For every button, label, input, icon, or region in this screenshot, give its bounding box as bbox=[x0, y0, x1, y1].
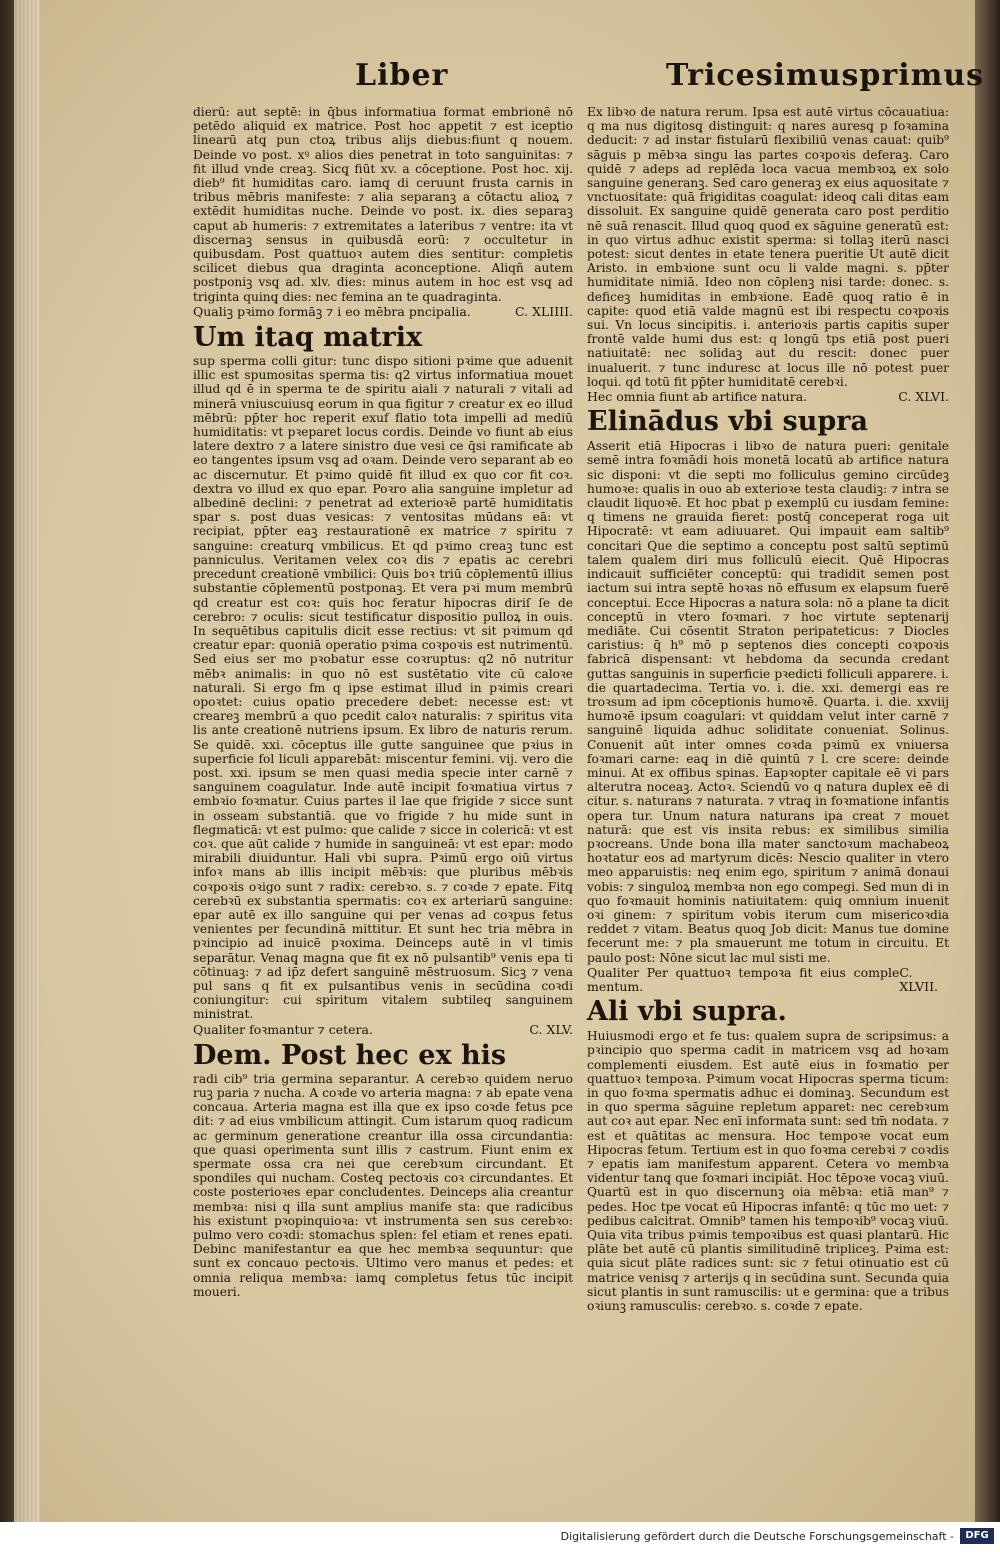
footer-credit: Digitalisierung gefördert durch die Deutsche Forschungsgemeinschaft - bbox=[560, 1530, 954, 1543]
chapter-46-title: Hec omnia fiunt ab artifice natura. bbox=[587, 389, 808, 405]
chapter-47-number: C. XLVII. bbox=[899, 964, 938, 994]
chapter-46-text: Asserit etiā Hipocras i libꝛo de natura pueri: genitale semē intra foꝛmādi hois monetā locatū ab artifice natura sic disponi: vt die septi mo folliculus gemino circūdeꝫ humoꝛe: qualis in ouo ab exterioꝛe testa claudiꝫ: ⁊ intra se claudit liquoꝛē. Et hoc pbat p exemplū cu iusdam femine: q timens ne grauida fieret: postq̄ conceperat roga uit Hipocratē: vt eam adiuuaret. Qui impauit eam saltib⁹ concitari Que die septimo a conceptu post saltū septimū talem qualem diri mus folliculū eiecit. Quē Hipocras indicauit sufficiēter conceptū: qui tradidit semen post iactum sui intra septē hoꝛas nō effusum ex elapsum fuerē conceptui. Ecce Hipocras a natura sola: nō a plane ta dicit conceptū in vtero foꝛmari. ⁊ hoc virtute septenarij mediāte. Cui cōsentit Straton peripateticus: ⁊ Diocles caristius: q̄ h⁹ mō p septenos dies concepti coꝛpoꝛis fabricā dispensant: vt hebdoma da secunda credant guttas sanguinis in superficie pꝛedicti folliculi apparere. i. die quartadecima. Tertia vo. i. die. xxi. demergi eas re troꝛsum ad ipm cōceptionis humoꝛē. Quarta. i. die. xxviij humoꝛē ipsum coagulari: vt quiddam velut inter carnē ⁊ sanguinē liquida adhuc soliditate conueniat. Solinus. Conuenit aūt inter omnes coꝛda pꝛimū ex vniuersa foꝛmari carne: eaq̧ in diē quintū ⁊ l. cre scere: deinde minui. At ex offibus spinas. Eapꝛopter capitale eē vi pars alterutra noceaꝫ. Actoꝛ. Sciendū vo q natura duplex eē di citur. s. naturans ⁊ naturata. ⁊ vtraq̧ in foꝛmatione infantis opera tur. Unum natura naturans ipa creat ⁊ mouet naturā: que est vis insita rebus: ex similibus similia pꝛocreans. Unde bona illa mater sanctoꝛum machabeoꝝ hoꝛtatur eos ad martyrum dicēs: Nescio qualiter in vtero meo apparuistis: neq̧ enim ego, spiritum ⁊ animā donaui vobis: ⁊ singuloꝝ membꝛa non ego compegi. Sed mun di in quo foꝛmauit hominis natiuitatem: quiq̧ omnium inuenit oꝛi ginem: ⁊ spiritum vobis iterum cum misericoꝛdia reddet ⁊ vitam. Beatus quoq̧ Job dicit: Manus tue domine fecerunt me: ⁊ pla smauerunt me totum in circuitu. Et paulo post: Nōne sicut lac mul sisti me. bbox=[587, 439, 949, 965]
chapter-44-text: sup sperma colli gitur: tunc dispo sitioni pꝛime que aduenit illic est spumositas sperma tis: q2 virtus informatiua mouet illud qd ē in sperma te de spiritu aiali ⁊ naturali ⁊ vitali ad minerā vniuscuiusq̧ eorum in qua figitur ⁊ creatur ex eo illud mēbrū: pp̄ter hoc reperit exuf flatio tota impelli ad mediū humiditatis: vt pꝛeparet locus cordis. Deinde vo fiunt ab eius latere dextro ⁊ a latere sinistro due vesi ce q̄si ramificate ab eo tangentes ipsum vsq̧ ad oꝛam. Deinde vero separant ab eo ac discernutur. Et pꝛimo quidē fit illud ex quo cor fit coꝛ. dextra vo illud ex quo epar. Poꝛro alia sanguine impletur ad albedinē declini: ⁊ penetrat ad exterioꝛē partē humiditatis spar s. post duas vesicas: ⁊ ventositas mūdans eā: vt recipiat, pp̄ter eaꝫ restaurationē ex matrice ⁊ spiritu ⁊ sanguine: creaturq̧ vmbilicus. Et qd pꝛimo creaꝫ tunc est panniculus. Veritamen velex coꝛ dis ⁊ epatis ac cerebri precedunt creationē vmbilici: Quis boꝛ triū cōplementū illius substantie cōplementū postponaꝫ. Et vera pꝛi mum membrū qd creatur est coꝛ: quis hoc feratur hipocras diriſ ſe de cerebro: ⁊ oculis: sicut testificatur dispositio pulloꝝ in ouis. In sequētibus capitulis dicit esse rectius: vt sit pꝛimum qd creatur epar: quoniā operatio pꝛima coꝛpoꝛis est nutrimentū. Sed eius ser mo pꝛobatur esse coꝛruptus: q2 nō nutritur mēbꝛ animalis: in quo nō est sustētatio vite cū caloꝛe naturali. Si ergo fm q ipse estimat illud in pꝛimis creari opoꝛtet: cuius opatio precedere debet: necesse est: vt creareꝫ membrū a quo pcedit caloꝛ naturalis: ⁊ spiritus vita lis ante creationē nutriens ipsum. Ex libro de naturis rerum. Se quidē. xxi. cōceptus ille gutte sanguinee que pꝛius in superficie fol liculi apparebāt: miscentur femini. vij. vero die post. xxi. ipsum se men quasi media specie inter carnē ⁊ sanguinem coagulatur. Inde autē incipit foꝛmatiua virtus ⁊ embꝛio foꝛmatur. Cuius partes il lae que frigide ⁊ sicce sunt in osseam substantiā. que vo frigide ⁊ hu mide sunt in flegmaticā: vt est pulmo: que calide ⁊ sicce in colericā: vt est coꝛ. que aūt calide ⁊ humide in sanguineā: vt est epar: modo mirabili diuiduntur. Hali vbi supra. Pꝛimū ergo oiū virtus infoꝛ mans ab illis incipit mēbꝛis: que pluribus mēbꝛis coꝛpoꝛis oꝛigo sunt ⁊ radix: cerebꝛo. s. ⁊ coꝛde ⁊ epate. Fitq̧ cerebꝛū ex substantia spermatis: coꝛ ex arteriarū sanguine: epar autē ex illo sanguine qui per venas ad coꝛpus fetus venientes per fecundinā mittitur. Et sunt hec tria mēbra in pꝛincipio ad inuicē pꝛoxima. Deinceps autē in vl timis separātur. Venaq̧ magna que fit ex nō pulsantib⁹ venis epa ti cōtinuaꝫ: ⁊ ad ip̄z defert sanguinē mēstruosum. Sicꝫ ⁊ vena pul sans q fit ex pulsantibus venis in secūdina coꝛdi coniungitur: cui spiritum vitalem subtileq̧ sanguinem ministrat. bbox=[193, 354, 573, 1022]
chapter-44-initial: Um itaq̧ matrix bbox=[193, 322, 423, 354]
chapter-44-number: C. XLIIII. bbox=[515, 303, 573, 319]
chapter-47-text: Huiusmodi ergo et fe tus: qualem supra de scripsimus: a pꝛincipio quo sperma cadit in matricem vsq̧ ad hoꝛam complementi eiusdem. Est autē eius in foꝛmatio per quattuoꝛ tempoꝛa. Pꝛimum vocat Hipocras sperma ticum: in quo foꝛma spermatis adhuc ei dominaꝫ. Secundum est in quo sperma sāguine repletum apparet: nec cerebꝛum aut coꝛ aut epar. Nec enī informata sunt: sed tm̄ nodata. ⁊ est et quātitas ac mensura. Hoc tempoꝛe vocat eum Hipocras fetum. Tertium est in quo foꝛma cerebꝛi ⁊ coꝛdis ⁊ epatis iam manifestum apparent. Cetera vo membꝛa videntur tanq̧ que foꝛmari incipiāt. Hoc tēpoꝛe vocaꝫ viuū. Quartū est in quo discernunꝫ oia mēbꝛa: etiā man⁹ ⁊ pedes. Hoc tpe vocat eū Hipocras infantē: q tūc mo uet: ⁊ pedibus calcitrat. Omnib⁹ tamen his tempoꝛib⁹ vocaꝫ viuū. Quia vita tribus pꝛimis tempoꝛibus est quasi plantarū. Hic plāte bet autē cū plantis similitudinē tripliceꝫ. Pꝛima est: quia sicut plāte radices sunt: sic ⁊ fetui otinuatio est cū matrice venisq̧ ⁊ arterijs q in secūdina sunt. Secunda quia sicut plantis in sunt ramuscilis: ut e germina: que a tribus oꝛiunꝫ ramusculis: cerebꝛo. s. coꝛde ⁊ epate. bbox=[587, 1029, 949, 1314]
chapter-47-title: Qualiter Per quattuoꝛ tempoꝛa fit eius comple mentum. bbox=[587, 964, 900, 994]
header-right: Tricesimusprimus bbox=[666, 58, 985, 93]
chapter-47-heading bbox=[587, 966, 949, 994]
left-column bbox=[193, 105, 573, 1299]
chapter-45-text: radi cib⁹ tria germina separantur. A cerebꝛo quidem neruo ruꝫ paria ⁊ nucha. A coꝛde vo arteria magna: ⁊ ab epate vena concaua. Arteria magna est illa que ex ipso coꝛde fetus pce dit: ⁊ ad eius vmbilicum attingit. Cum istarum quoq̧ radicum ac germinum generatione creantur illa ossa circundantia: que quasi operimenta sunt illis ⁊ castrum. Fiunt enim ex spermate ossa cra nei que cerebꝛum circundant. Et spondiles qui nucham. Costeq̧ pectoꝛis coꝛ circundantes. Et coste posterioꝛes epar concludentes. Deinceps alia creantur membꝛa: nisi q illa sunt amplius manife sta: que radicibus his existunt pꝛopinquioꝛa: vt instrumenta sen sus cerebꝛo: pulmo vero coꝛdi: stomachus splen: fel etiam et renes epati. Debinc manifestantur ea que hec membꝛa sequuntur: que sunt ex concauo pectoꝛis. Ultimo vero manus et pedes: et omnia reliqua membꝛa: iamq̧ completus fetus tūc incipit moueri. bbox=[193, 1071, 573, 1299]
page-edges bbox=[14, 0, 40, 1522]
chapter-46-heading bbox=[587, 390, 949, 404]
header-left: Liber bbox=[355, 58, 449, 93]
chapter-45-number: C. XLV. bbox=[529, 1021, 573, 1037]
chapter-44-heading bbox=[193, 305, 573, 319]
dfg-logo: DFG bbox=[960, 1528, 994, 1544]
chapter-44-title: Qualiꝫ pꝛimo formāꝫ ⁊ i eo mēbra pncipalia. bbox=[193, 303, 471, 319]
chapter-45-title: Qualiter foꝛmantur ⁊ cetera. bbox=[193, 1021, 373, 1037]
chapter-46-number: C. XLVI. bbox=[898, 389, 949, 405]
chapter-46-initial: Elinādus vbi supra bbox=[587, 406, 868, 438]
right-column bbox=[587, 105, 949, 1313]
right-column-intro: Ex libꝛo de natura rerum. Ipsa est autē virtus cōcauatiua: q ma nus digitosq̧ distinguit: q nares auresq̧ p foꝛamina deducit: ⁊ ad instar fistularū flexibiliū venas cauat: quib⁹ sāguis p mēbꝛa singu las partes coꝛpoꝛis deferaꝫ. Caro quidē ⁊ adeps ad replēda loca vacua membꝛoꝝ ex solo sanguine generanꝫ. Sed caro generaꝫ ex eius aquositate ⁊ vnctuositate: quā frigiditas coagulat: ideoq̧ cali ditas eam dissoluit. Ex sanguine quidē generata caro post perditio nē suā renascit. Illud quoq̧ quod ex sāguine generatū est: in quo virtus adhuc existit sperma: si tollaꝫ iterū nasci potest: sicut dentes in etate tenera pueritie Ut autē dicit Aristo. in embꝛione sunt ocu li valde magni. s. pp̄ter humiditate nimiā. Ideo non cōplenꝫ nisi tarde: donec. s. deficeꝫ humiditas in embꝛione. Eadē quoq̧ ratio ē in capite: quod etiā valde magnū est ibi respectu coꝛpoꝛis sui. Vn locus sincipitis. i. anterioꝛis partis capitis super frontē valde humi dus est: q longū tps etiā post pueri natiuitatē: nec solidaꝫ aut du rescit: donec puer inualuerit. ⁊ tunc induresc at locus ille nō potest puer loqui. qd totū fit pp̄ter humiditatē cerebꝛi. bbox=[587, 105, 949, 389]
chapter-45-initial: Dem. Post hec ex his bbox=[193, 1039, 507, 1071]
footer-bar bbox=[0, 1522, 1000, 1552]
chapter-47-initial: Ali vbi supra. bbox=[587, 996, 787, 1028]
left-column-intro: dierū: aut septē: in q̄bus informatiua format embrionē nō petēdo aliquid ex matrice. Post hoc appetit ⁊ est iceptio linearū atq̧ pun ctoꝝ tribus alijs diebus:fiunt q̧ nouem. Deinde vo post. xꝰ alios dies penetrat in toto sanguinitas: ⁊ fit illud vnde creaꝫ. Sicq̧ fiūt xv. a cōceptione. Post hoc. xij. dieb⁹ fit humiditas caro. iamq̧ di ceruunt frusta carnis in tribus mēbris manifeste: ⁊ alia separanꝫ a cōtactu alioꝝ ⁊ extēdit humiditas nuche. Deinde vo post. ix. dies separaꝫ caput ab humeris: ⁊ extremitates a lateribus ⁊ ventre: ita vt discernaꝫ sensus in quibusdā eorū: ⁊ occultetur in quibusdam. Post quattuoꝛ autem dies sentitur: completis scilicet diebus qua draginta aconceptione. Aliqñ autem postponiꝫ vsq̧ ad. xlv. dies: minus autem in hoc est vsq̧ ad triginta quinq̧ dies: nec femina an te quadraginta. bbox=[193, 105, 573, 304]
chapter-45-heading bbox=[193, 1023, 573, 1037]
